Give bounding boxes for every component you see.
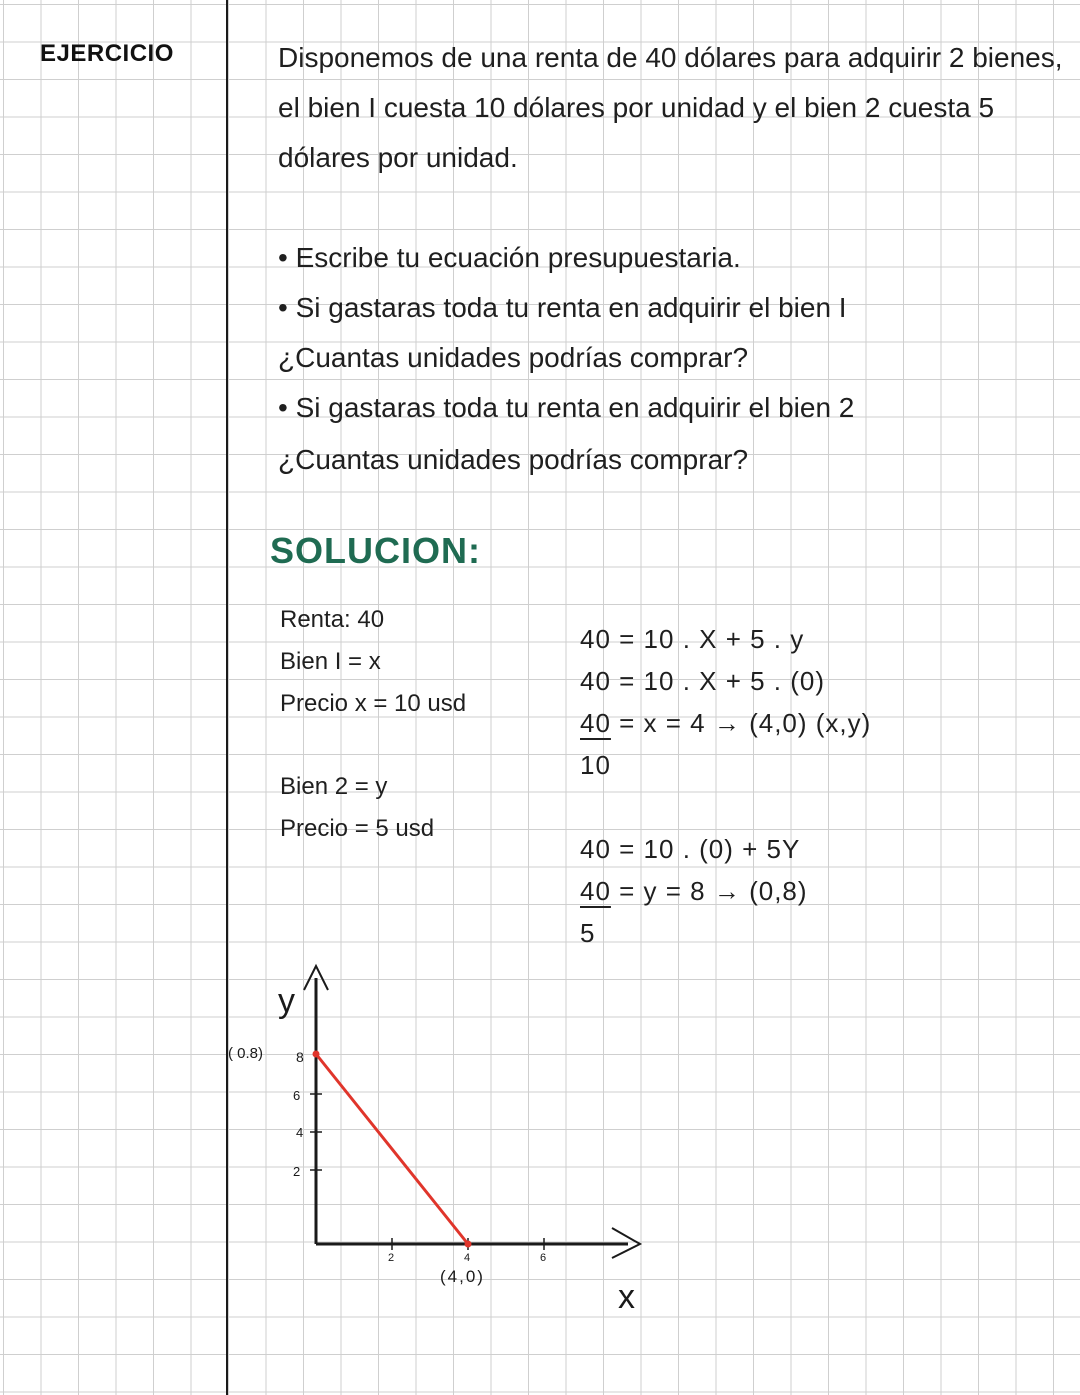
exercise-label: EJERCICIO xyxy=(40,40,174,67)
y-intercept-point xyxy=(313,1051,320,1058)
given-bien-1: Bien I = x xyxy=(280,648,381,675)
given-bien-2: Bien 2 = y xyxy=(280,773,388,800)
y-tick-label-2: 2 xyxy=(293,1164,301,1179)
x-tick-label-6: 6 xyxy=(540,1252,547,1264)
equation-x-zero: 40 = 10 . (0) + 5Y xyxy=(580,834,801,864)
x-intercept-result: = x = 4 → (4,0) (x,y) xyxy=(610,708,872,738)
x-axis-label: x xyxy=(618,1278,635,1316)
fraction-numerator: 40 xyxy=(580,708,611,738)
given-precio-y: Precio = 5 usd xyxy=(280,815,435,842)
x-tick-label-2: 2 xyxy=(388,1252,395,1264)
statement-line-2: el bien I cuesta 10 dólares por unidad y el bien 2 cuesta 5 xyxy=(278,92,995,123)
budget-line xyxy=(316,1054,468,1244)
y-tick-label-6: 6 xyxy=(293,1088,301,1103)
given-precio-x: Precio x = 10 usd xyxy=(280,690,467,717)
y-intercept-result: = y = 8 → (0,8) xyxy=(610,876,808,906)
question-2: • Si gastaras toda tu renta en adquirir el bien I xyxy=(278,292,847,323)
question-3-cont: ¿Cuantas unidades podrías comprar? xyxy=(278,444,749,475)
x-tick-label-4: 4 xyxy=(464,1252,471,1264)
y-axis-label: y xyxy=(278,982,295,1020)
question-2-cont: ¿Cuantas unidades podrías comprar? xyxy=(278,342,749,373)
y-tick-label-8: 8 xyxy=(296,1049,304,1065)
equation-budget: 40 = 10 . X + 5 . y xyxy=(580,624,805,654)
x-intercept-point xyxy=(465,1241,472,1248)
statement-line-3: dólares por unidad. xyxy=(278,142,518,173)
x-intercept-label: (4,0) xyxy=(440,1267,485,1286)
question-3: • Si gastaras toda tu renta en adquirir el bien 2 xyxy=(278,392,855,423)
y-intercept-label: ( 0.8) xyxy=(228,1045,264,1062)
solution-title: SOLUCION: xyxy=(270,530,481,571)
y-tick-label-4: 4 xyxy=(296,1125,304,1140)
given-renta: Renta: 40 xyxy=(280,606,385,633)
fraction-denominator-2: 5 xyxy=(580,918,596,948)
equation-y-zero: 40 = 10 . X + 5 . (0) xyxy=(580,666,826,696)
fraction-numerator-2: 40 xyxy=(580,876,611,906)
question-1: • Escribe tu ecuación presupuestaria. xyxy=(278,242,741,273)
statement-line-1: Disponemos de una renta de 40 dólares para adquirir 2 bienes, xyxy=(278,42,1063,73)
fraction-denominator: 10 xyxy=(580,750,611,780)
